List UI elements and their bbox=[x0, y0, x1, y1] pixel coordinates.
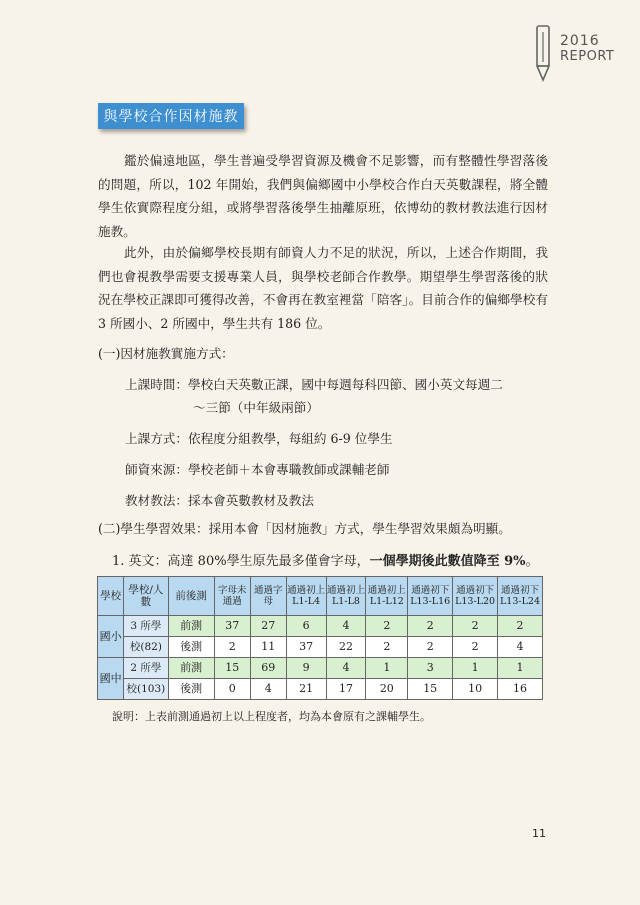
teaching-materials: 教材教法：採本會英數教材及教法 bbox=[125, 493, 314, 508]
header-col-8: 通過初下L13-L24 bbox=[498, 577, 543, 616]
implementation-heading: (一)因材施教實施方式： bbox=[98, 346, 234, 361]
cell: 4 bbox=[498, 637, 543, 658]
group-junior-high: 國中 bbox=[98, 658, 124, 700]
cell: 37 bbox=[214, 616, 250, 637]
school-count-line2: 校(103) bbox=[124, 679, 168, 700]
english-score-table bbox=[97, 576, 543, 700]
header-col-5: 通過初上L1-L12 bbox=[366, 577, 408, 616]
teacher-source: 師資來源：學校老師＋本會專職教師或課輔老師 bbox=[125, 462, 390, 477]
cell: 9 bbox=[286, 658, 326, 679]
paragraph-cooperation: 此外，由於偏鄉學校長期有師資人力不足的狀況，所以，上述合作期間，我們也會視教學需要支援專業人員，與學校老師合作教學。期望學生學習落後的狀況在學校正課即可獲得改善，不會再在教室裡當「陪客」。目前合作的偏鄉學校有 3 所國小、2 所國中，學生共有 186 位。 bbox=[98, 245, 548, 331]
cell: 15 bbox=[214, 658, 250, 679]
cell: 21 bbox=[286, 679, 326, 700]
cell: 3 bbox=[408, 658, 453, 679]
table-note: 說明：上表前測通過初上以上程度者，均為本會原有之課輔學生。 bbox=[112, 710, 431, 723]
cell: 15 bbox=[408, 679, 453, 700]
table-row bbox=[98, 658, 543, 679]
table-row bbox=[98, 637, 543, 658]
page-number: 11 bbox=[532, 827, 546, 840]
cell: 2 bbox=[453, 616, 498, 637]
class-time-continued: ～三節（中年級兩節） bbox=[193, 400, 319, 415]
section-title: 與學校合作因材施教 bbox=[98, 103, 244, 129]
cell: 0 bbox=[214, 679, 250, 700]
cell: 69 bbox=[250, 658, 286, 679]
report-badge bbox=[530, 24, 622, 84]
test-label: 後測 bbox=[168, 637, 214, 658]
english-result-highlight: 一個學期後此數值降至 9% bbox=[369, 554, 526, 569]
header-school: 學校 bbox=[98, 577, 124, 616]
cell: 6 bbox=[286, 616, 326, 637]
english-result-suffix: 。 bbox=[525, 554, 539, 569]
cell: 10 bbox=[453, 679, 498, 700]
paragraph-intro: 鑑於偏遠地區，學生普遍受學習資源及機會不足影響，而有整體性學習落後的問題，所以，102 年開始，我們與偏鄉國中小學校合作白天英數課程，將全體學生依實際程度分組，或將學習落後學生抽離原班，依博幼的教材教法進行因材施教。 bbox=[98, 153, 548, 239]
cell: 4 bbox=[326, 658, 366, 679]
header-col-6: 通過初下L13-L16 bbox=[408, 577, 453, 616]
cell: 2 bbox=[214, 637, 250, 658]
table-row bbox=[98, 679, 543, 700]
school-count-line1: 2 所學 bbox=[124, 658, 168, 679]
class-method: 上課方式：依程度分組教學，每組約 6-9 位學生 bbox=[125, 431, 393, 446]
header-col-2: 通過字母 bbox=[250, 577, 286, 616]
test-label: 前測 bbox=[168, 616, 214, 637]
cell: 2 bbox=[408, 616, 453, 637]
english-result bbox=[112, 550, 539, 569]
group-elementary: 國小 bbox=[98, 616, 124, 658]
test-label: 後測 bbox=[168, 679, 214, 700]
report-label: REPORT bbox=[560, 49, 615, 64]
pencil-icon bbox=[530, 24, 556, 82]
cell: 1 bbox=[366, 658, 408, 679]
cell: 1 bbox=[453, 658, 498, 679]
header-test: 前後測 bbox=[168, 577, 214, 616]
cell: 37 bbox=[286, 637, 326, 658]
cell: 2 bbox=[366, 637, 408, 658]
cell: 17 bbox=[326, 679, 366, 700]
cell: 27 bbox=[250, 616, 286, 637]
test-label: 前測 bbox=[168, 658, 214, 679]
header-school-count: 學校/人數 bbox=[124, 577, 168, 616]
table-row bbox=[98, 616, 543, 637]
cell: 22 bbox=[326, 637, 366, 658]
cell: 4 bbox=[250, 679, 286, 700]
class-time: 上課時間：學校白天英數正課，國中每週每科四節、國小英文每週二 bbox=[125, 377, 503, 392]
cell: 2 bbox=[498, 616, 543, 637]
effect-heading: (二)學生學習效果：採用本會「因材施教」方式，學生學習效果頗為明顯。 bbox=[98, 521, 511, 536]
cell: 16 bbox=[498, 679, 543, 700]
cell: 2 bbox=[366, 616, 408, 637]
english-result-prefix: 1. 英文：高達 80%學生原先最多僅會字母， bbox=[112, 554, 370, 569]
cell: 4 bbox=[326, 616, 366, 637]
cell: 1 bbox=[498, 658, 543, 679]
cell: 20 bbox=[366, 679, 408, 700]
header-col-7: 通過初下L13-L20 bbox=[453, 577, 498, 616]
school-count-line2: 校(82) bbox=[124, 637, 168, 658]
header-col-3: 通過初上L1-L4 bbox=[286, 577, 326, 616]
cell: 11 bbox=[250, 637, 286, 658]
report-year: 2016 bbox=[560, 33, 600, 49]
cell: 2 bbox=[453, 637, 498, 658]
table-header-row bbox=[98, 577, 543, 616]
header-col-4: 通過初上L1-L8 bbox=[326, 577, 366, 616]
school-count-line1: 3 所學 bbox=[124, 616, 168, 637]
cell: 2 bbox=[408, 637, 453, 658]
header-col-1: 字母未通過 bbox=[214, 577, 250, 616]
